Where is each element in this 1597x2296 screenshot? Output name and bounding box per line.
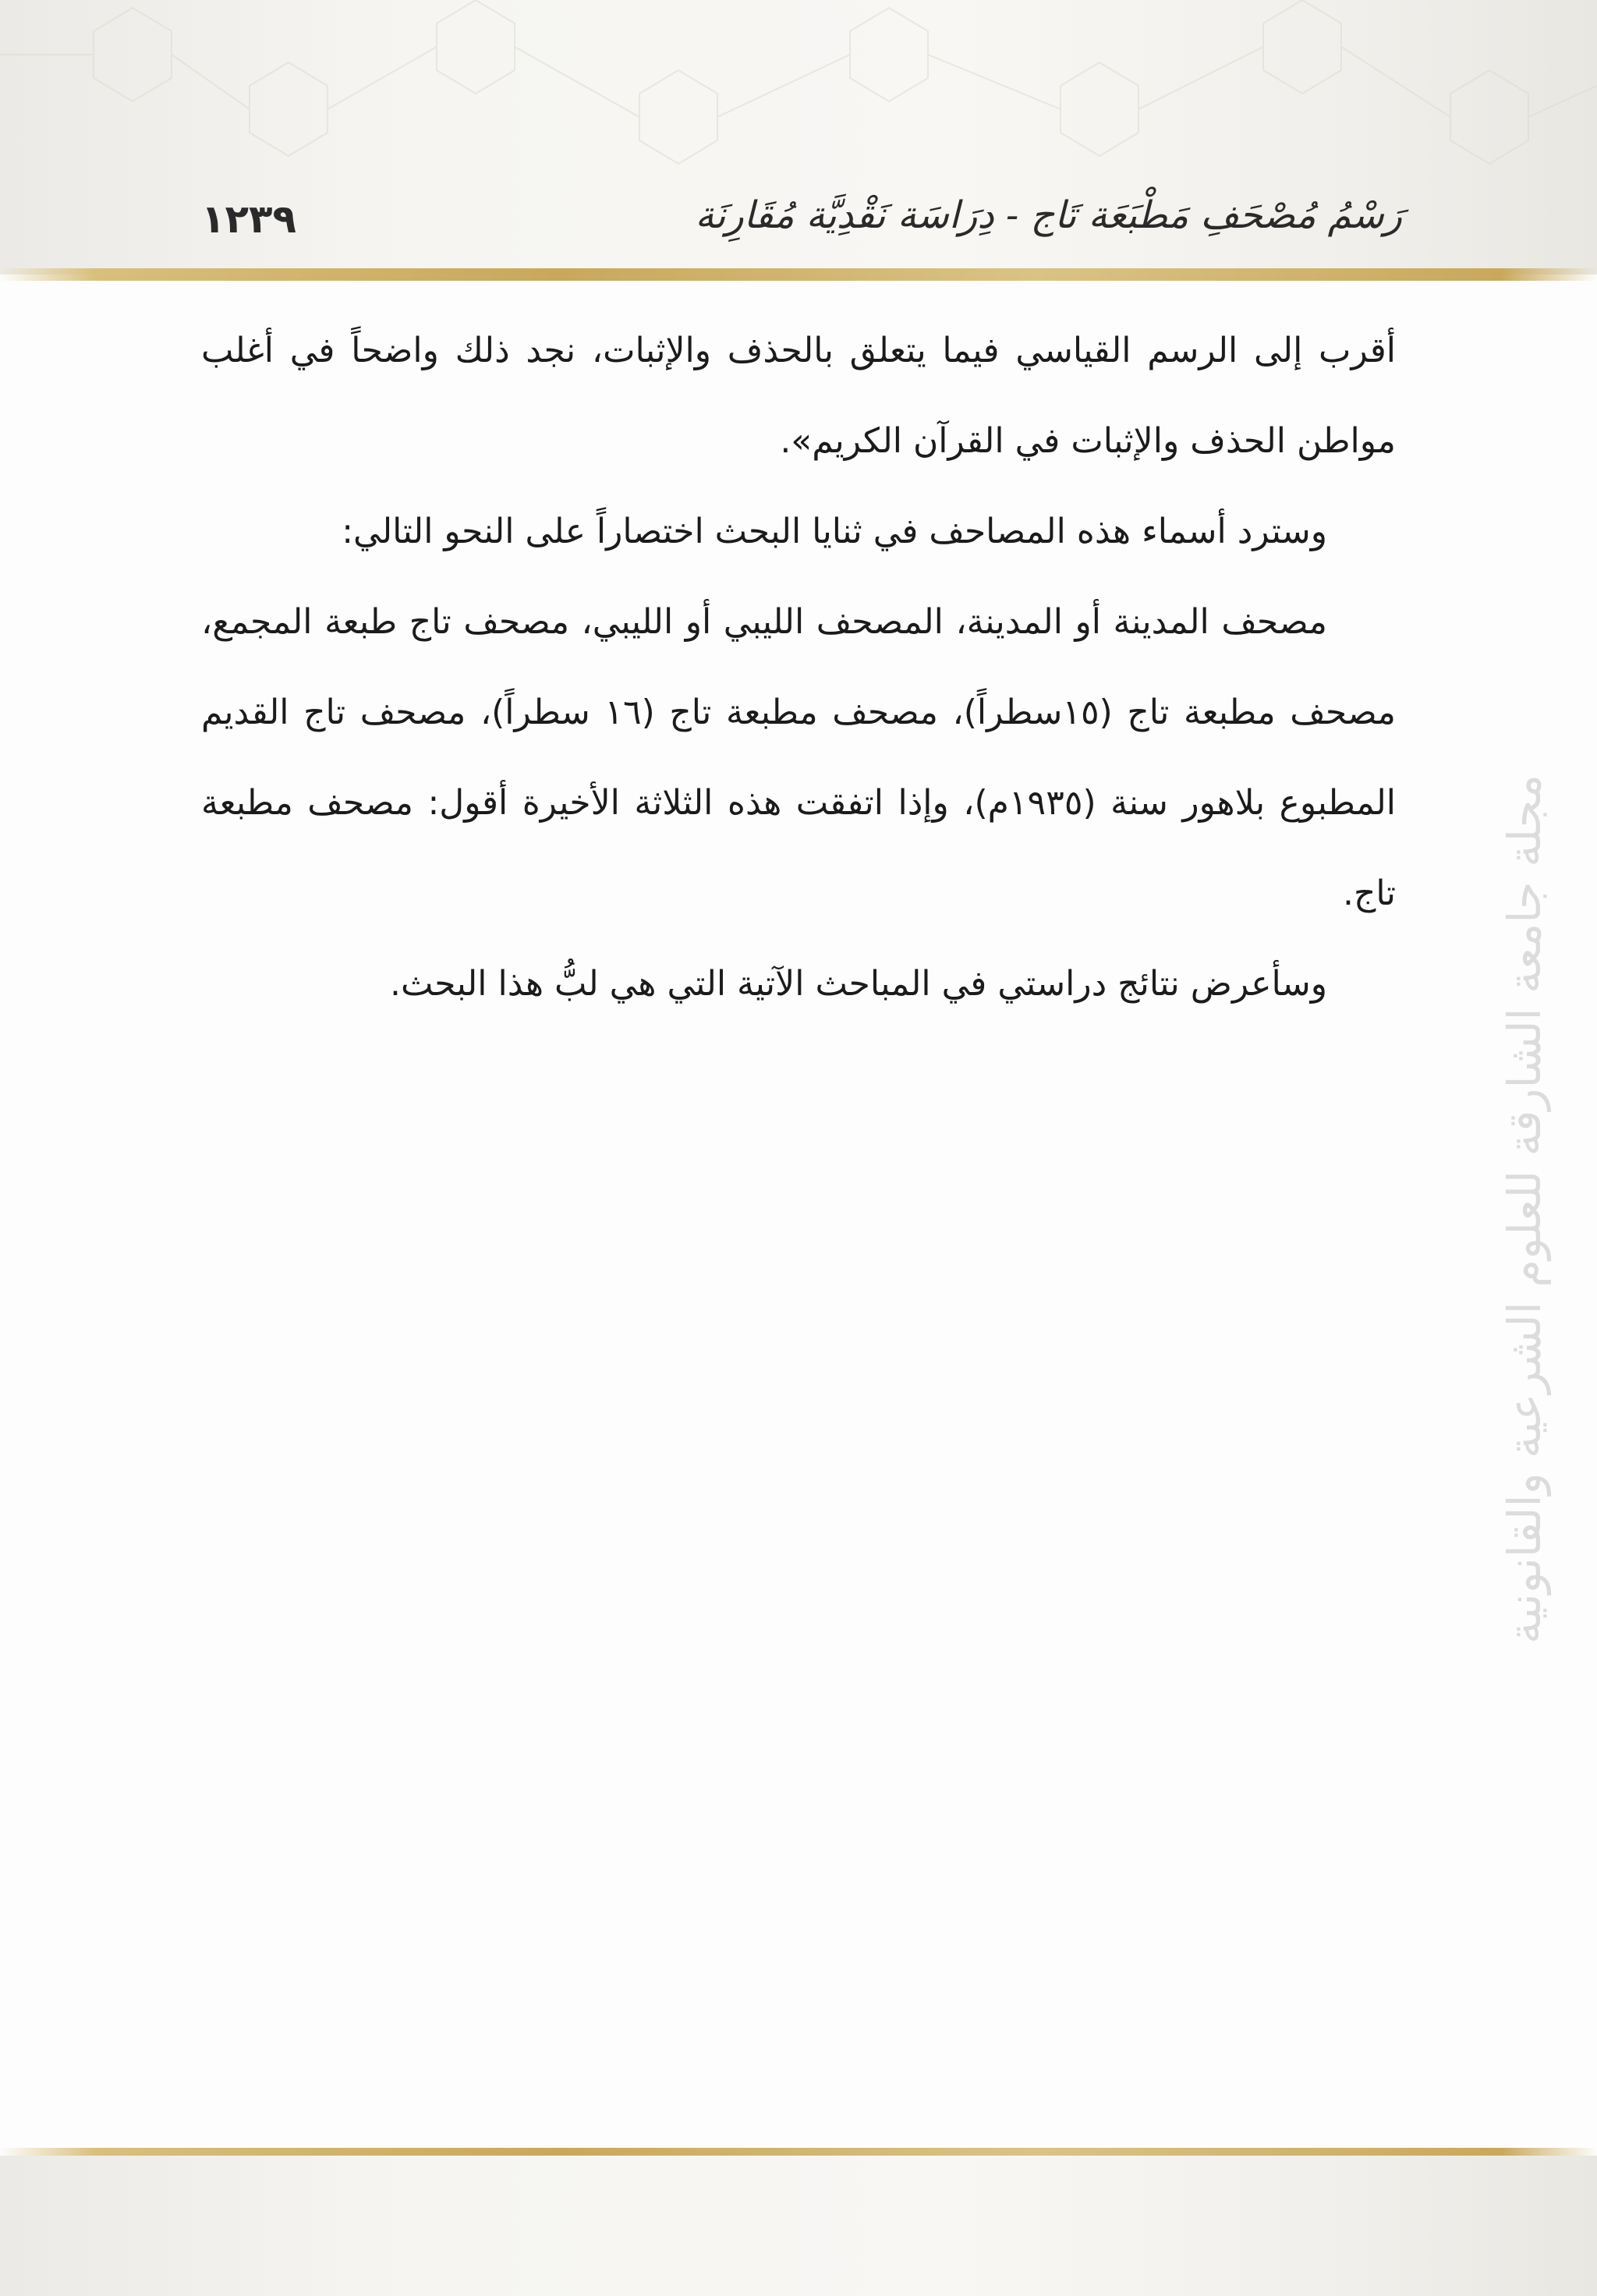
side-watermark-text: مجلة جامعة الشارقة للعلوم الشرعية والقانونية <box>1498 774 1551 1644</box>
side-watermark <box>1466 774 1583 1644</box>
paragraph-1: أقرب إلى الرسم القياسي فيما يتعلق بالحذف والإثبات، نجد ذلك واضحاً في أغلب مواطن الحذف والإثبات في القرآن الكريم». <box>201 331 1396 461</box>
header-gold-rule <box>0 268 1597 281</box>
paragraph-3: مصحف المدينة أو المدينة، المصحف الليبي أو الليبي، مصحف تاج طبعة المجمع، مصحف مطبعة تاج (١٥سطراً)، مصحف مطبعة تاج (١٦ سطراً)، مصحف تاج القديم المطبوع بلاهور سنة (١٩٣٥م)، وإذا اتفقت هذه الثلاثة الأخيرة أقول: مصحف مطبعة تاج. <box>201 602 1397 913</box>
paragraph-4: وسأعرض نتائج دراستي في المباحث الآتية التي هي لبُّ هذا البحث. <box>390 964 1327 1004</box>
page-number: ١٢٣٩ <box>201 197 297 242</box>
footer-band <box>0 2156 1597 2296</box>
running-head: رَسْمُ مُصْحَفِ مَطْبَعَة تَاج - دِرَاسَة نَقْدِيَّة مُقَارِنَة <box>695 193 1402 237</box>
paragraph-2: وسترد أسماء هذه المصاحف في ثنايا البحث اختصاراً على النحو التالي: <box>342 512 1327 551</box>
body-text <box>201 306 1396 1029</box>
